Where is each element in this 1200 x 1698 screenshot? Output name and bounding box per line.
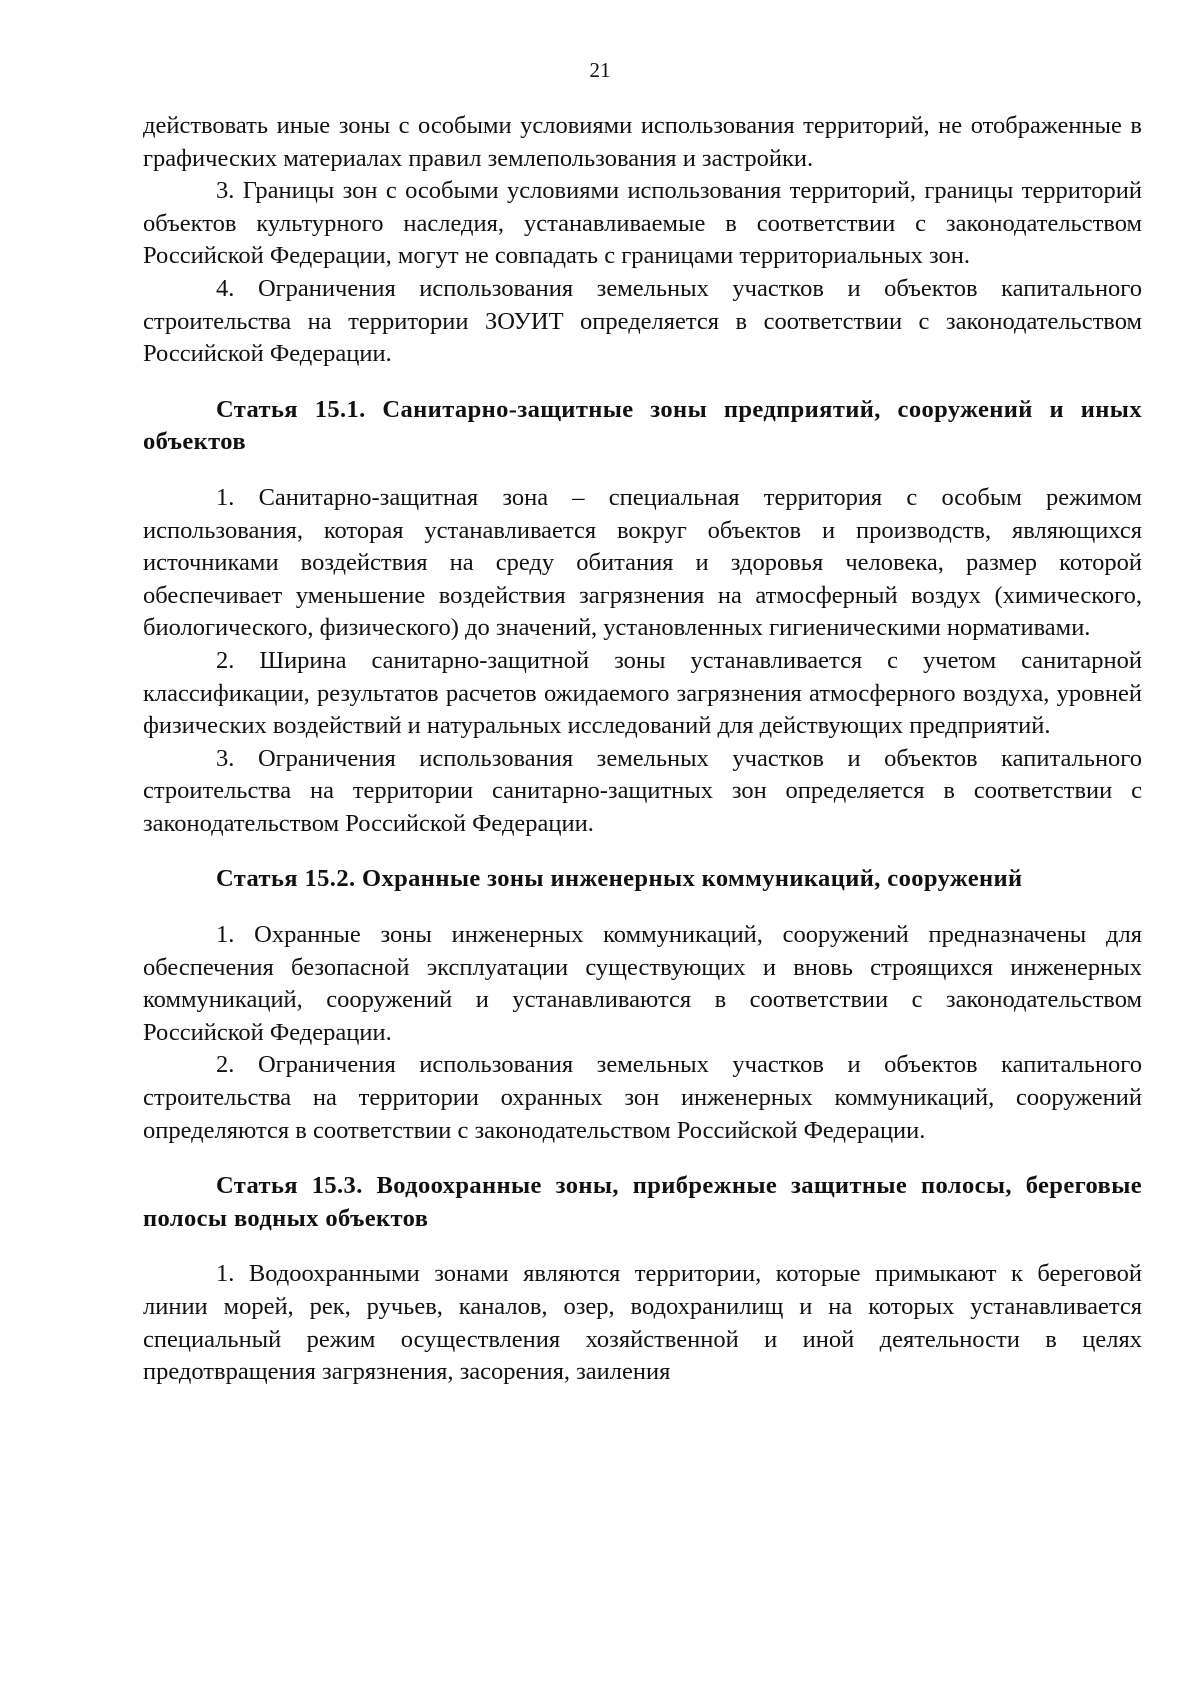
spacer xyxy=(143,1147,1142,1170)
paragraph: 2. Ширина санитарно-защитной зоны устанавливается с учетом санитарной классификации, результатов расчетов ожидаемого загрязнения атмосферного воздуха, уровней физических воздействий и натуральных исследований для действующих предприятий. xyxy=(143,646,1142,740)
paragraph: 3. Ограничения использования земельных участков и объектов капитального строительства на территории санитарно-защитных зон определяется в соответствии с законодательством Российской Федерации. xyxy=(143,744,1142,837)
spacer xyxy=(143,459,1142,482)
page-number: 21 xyxy=(589,58,611,82)
paragraph: 2. Ограничения использования земельных участков и объектов капитального строительства на территории охранных зон инженерных коммуникаций, сооружений определяются в соответствии с законодательством Российской Федерации. xyxy=(143,1051,1142,1144)
paragraph: 1. Санитарно-защитная зона – специальная территория с особым режимом использования, которая устанавливается вокруг объектов и производств, являющихся источниками воздействия на среду обитания и здоровья человека, размер которой обеспечивает уменьшение воздействия загрязнения на атмосферный воздух (химического, биологического, физического) до значений, установленных гигиеническими нормативами. xyxy=(143,483,1142,642)
spacer xyxy=(143,896,1142,919)
article-heading-15-3: Статья 15.3. Водоохранные зоны, прибрежные защитные полосы, береговые полосы водных объектов xyxy=(143,1172,1142,1232)
paragraph: 1. Водоохранными зонами являются территории, которые примыкают к береговой линии морей, рек, ручьев, каналов, озер, водохранилищ и на которых устанавливается специальный режим осуществления хозяйственной и иной деятельности в целях предотвращения загрязнения, засорения, заиления xyxy=(143,1260,1142,1386)
spacer xyxy=(143,371,1142,394)
spacer xyxy=(143,1235,1142,1258)
paragraph: 1. Охранные зоны инженерных коммуникаций, сооружений предназначены для обеспечения безопасной эксплуатации существующих и вновь строящихся инженерных коммуникаций, сооружений и устанавливаются в соответствии с законодательством Российской Федерации. xyxy=(143,921,1142,1046)
article-heading-15-1: Статья 15.1. Санитарно-защитные зоны предприятий, сооружений и иных объектов xyxy=(143,395,1142,456)
article-heading-15-2: Статья 15.2. Охранные зоны инженерных коммуникаций, сооружений xyxy=(216,865,1023,893)
document-body xyxy=(143,110,1142,1389)
paragraph: 3. Границы зон с особыми условиями использования территорий, границы территорий объектов культурного наследия, устанавливаемые в соответствии с законодательством Российской Федерации, могут не совпадать с границами территориальных зон. xyxy=(143,177,1142,270)
paragraph: действовать иные зоны с особыми условиями использования территорий, не отображенные в графических материалах правил землепользования и застройки. xyxy=(143,112,1142,172)
paragraph: 4. Ограничения использования земельных участков и объектов капитального строительства на территории ЗОУИТ определяется в соответствии с законодательством Российской Федерации. xyxy=(143,274,1142,368)
spacer xyxy=(143,840,1142,863)
